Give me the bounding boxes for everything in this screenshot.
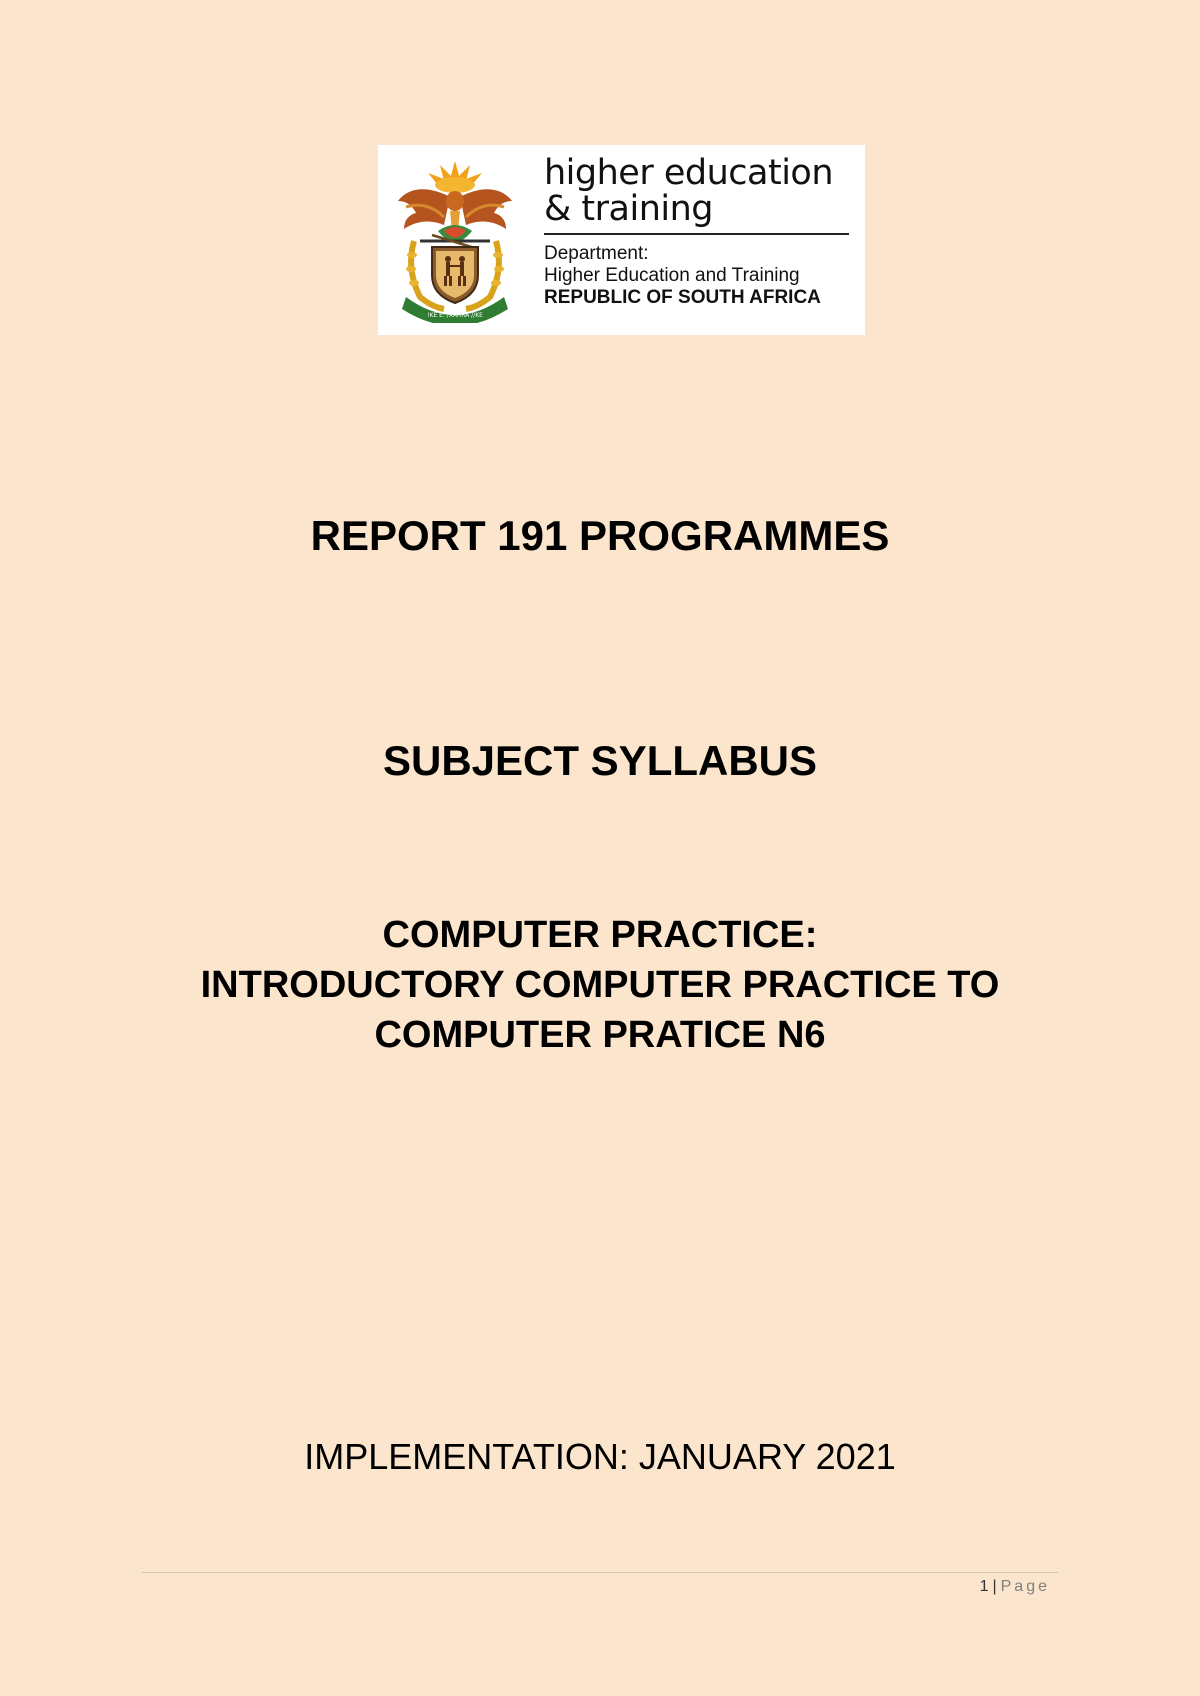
department-logo xyxy=(378,145,865,335)
logo-department-label: Department: xyxy=(544,243,649,264)
logo-department-name: Higher Education and Training xyxy=(544,265,800,286)
left-wing xyxy=(398,189,450,229)
logo-text-block xyxy=(544,155,849,309)
page-number-footer xyxy=(980,1578,1050,1596)
implementation-date: IMPLEMENTATION: JANUARY 2021 xyxy=(304,1436,896,1477)
logo-divider xyxy=(544,233,849,235)
logo-line-higher-education: higher education xyxy=(544,153,834,193)
page-number-separator: | xyxy=(992,1578,997,1595)
report-title: REPORT 191 PROGRAMMES xyxy=(310,512,890,559)
svg-text:!KE E: /XARRA //KE: !KE E: /XARRA //KE xyxy=(427,312,483,319)
subject-title-block xyxy=(0,910,1200,1060)
subject-line-2: INTRODUCTORY COMPUTER PRACTICE TO xyxy=(200,964,1000,1006)
logo-country: REPUBLIC OF SOUTH AFRICA xyxy=(544,287,821,308)
page-label: Page xyxy=(1000,1578,1050,1595)
logo-line-training: & training xyxy=(544,189,714,229)
subject-line-1: COMPUTER PRACTICE: xyxy=(382,914,818,956)
page-number: 1 xyxy=(979,1578,989,1595)
right-wing xyxy=(460,189,512,229)
sun-rays xyxy=(428,161,482,193)
subject-line-3: COMPUTER PRATICE N6 xyxy=(374,1014,826,1056)
syllabus-title: SUBJECT SYLLABUS xyxy=(382,737,818,784)
coat-of-arms-icon xyxy=(392,157,518,323)
footer-divider xyxy=(142,1572,1058,1573)
